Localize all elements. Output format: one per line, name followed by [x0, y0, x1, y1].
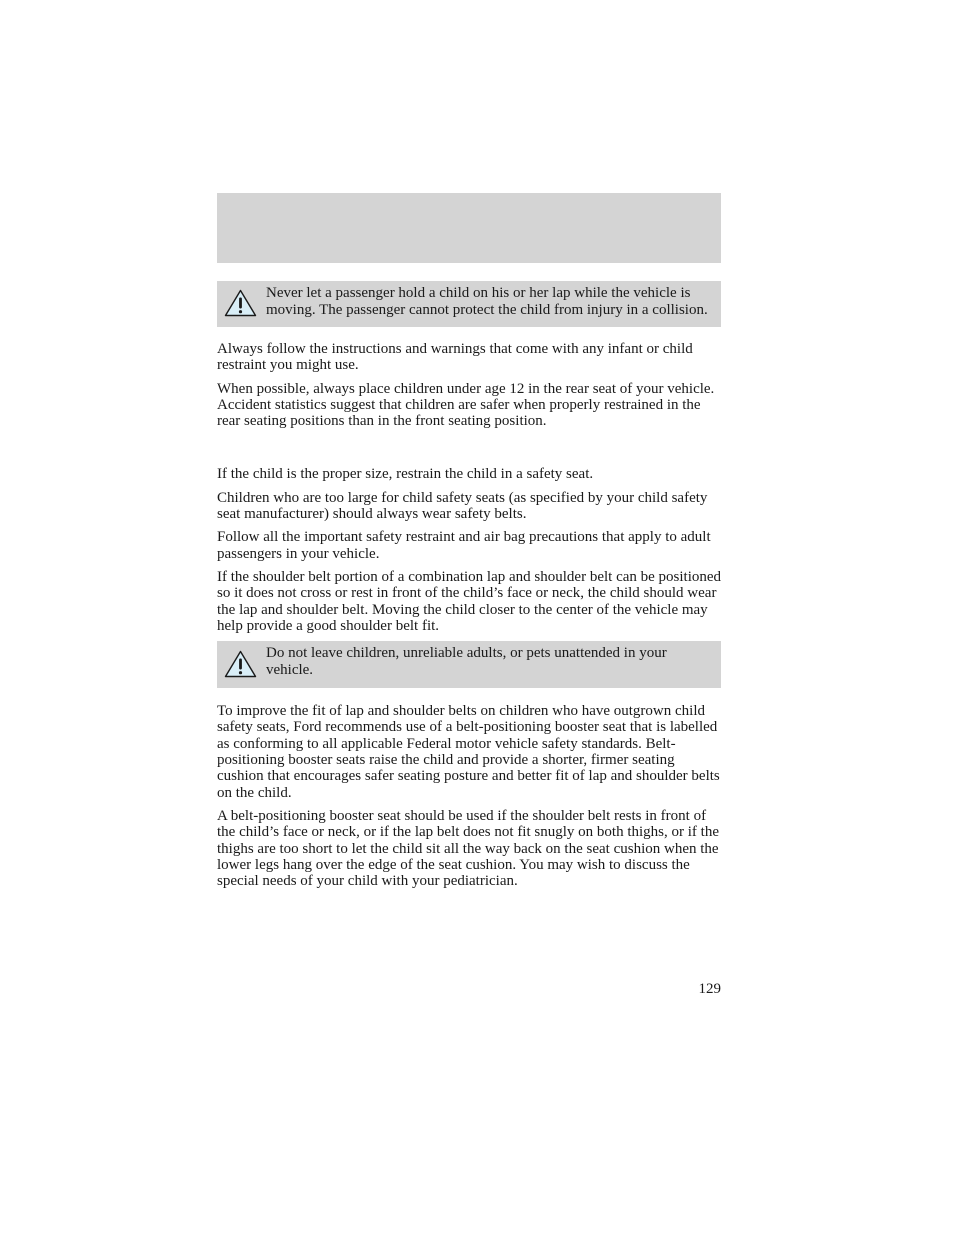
manual-page	[217, 193, 721, 896]
body-paragraph: If the shoulder belt portion of a combination lap and shoulder belt can be positioned so it does not cross or rest in front of the child’s face or neck, the child should wear the lap and shoulder belt. Moving the child closer to the center of the vehicle may help provide a good shoulder belt fit.	[217, 568, 722, 634]
body-paragraph: To improve the fit of lap and shoulder belts on children who have outgrown child safety seats, Ford recommends use of a belt-positioning booster seat that is labelled as conforming to all applicable Federal motor vehicle safety standards. Belt-positioning booster seats raise the child and provide a shorter, firmer seating cushion that encourages safer seating posture and better fit of lap and shoulder belts on the child.	[217, 703, 720, 801]
body-paragraph: When possible, always place children under age 12 in the rear seat of your vehicle. Accident statistics suggest that children are safer when properly restrained in the rear seating positions than in the front seating position.	[217, 380, 715, 430]
body-paragraph: If the child is the proper size, restrain the child in a safety seat.	[217, 466, 594, 483]
page-number: 129	[698, 981, 721, 997]
section-header-band	[217, 193, 721, 263]
body-paragraph: Always follow the instructions and warnings that come with any infant or child restraint you might use.	[217, 341, 693, 374]
warning-box	[217, 641, 721, 688]
warning-text: Never let a passenger hold a child on his or her lap while the vehicle is moving. The passenger cannot protect the child from injury in a collision.	[266, 285, 708, 318]
body-paragraph: Children who are too large for child safety seats (as specified by your child safety seat manufacturer) should always wear safety belts.	[217, 489, 708, 523]
warning-triangle-icon	[224, 289, 257, 317]
body-paragraph: Follow all the important safety restraint and air bag precautions that apply to adult passengers in your vehicle.	[217, 529, 711, 562]
section-spacer	[217, 436, 721, 466]
warning-text: Do not leave children, unreliable adults, or pets unattended in your vehicle.	[266, 645, 667, 678]
body-paragraph: A belt-positioning booster seat should be used if the shoulder belt rests in front of the child’s face or neck, or if the lap belt does not fit snugly on both thighs, or if the thighs are too short to let the child sit all the way back on the seat cushion when the lower legs hang over the edge of the seat cushion. You may wish to discuss the special needs of your child with your pediatrician.	[217, 807, 719, 890]
warning-box	[217, 281, 721, 327]
warning-triangle-icon	[224, 650, 257, 678]
